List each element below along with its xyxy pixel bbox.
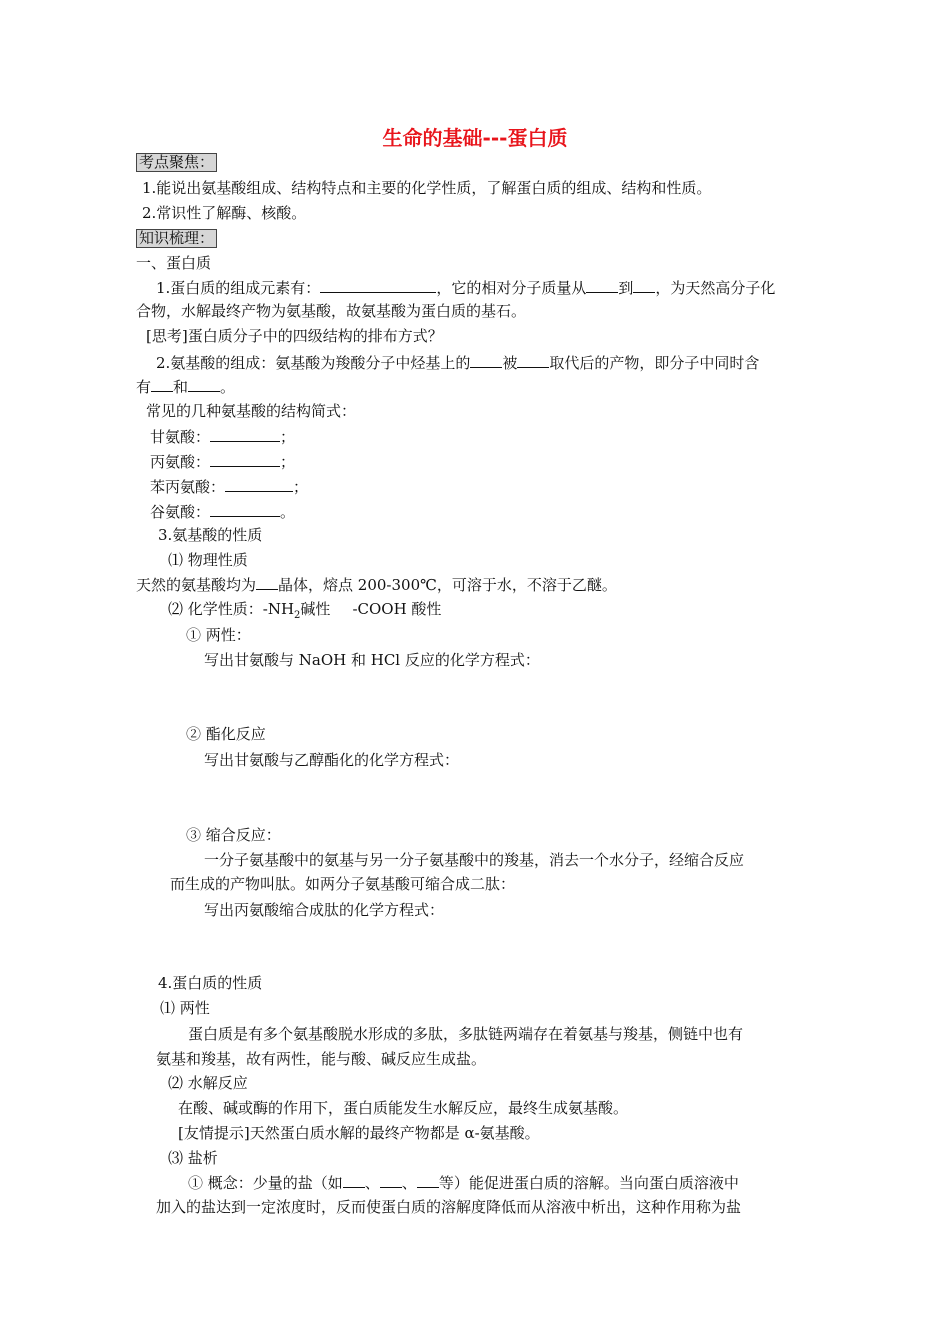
common-amino-acids: 常见的几种氨基酸的结构简式： — [146, 402, 357, 420]
condensation-heading: ③ 缩合反应： — [186, 826, 281, 844]
heading-protein: 一、蛋白质 — [136, 254, 212, 272]
salting-out-line2: 加入的盐达到一定浓度时，反而使蛋白质的溶解度降低而从溶液中析出，这种作用称为盐 — [156, 1198, 742, 1216]
heading-protein-properties: 4.蛋白质的性质 — [158, 974, 263, 992]
fill-blank[interactable] — [188, 376, 220, 392]
fill-blank[interactable] — [151, 376, 173, 392]
fill-blank[interactable] — [210, 451, 280, 467]
knowledge-label: 知识梳理： — [136, 229, 217, 248]
fill-blank[interactable] — [343, 1172, 365, 1188]
heading-amino-properties: 3.氨基酸的性质 — [158, 526, 263, 544]
focus-item-2: 2.常识性了解酶、核酸。 — [142, 204, 307, 222]
amphoteric-task: 写出甘氨酸与 NaOH 和 HCl 反应的化学方程式： — [204, 651, 540, 669]
amphoteric-heading: ① 两性： — [186, 626, 251, 644]
glycine-line: 甘氨酸： ； — [150, 428, 296, 446]
fill-blank[interactable] — [210, 426, 280, 442]
glutamic-acid-line: 谷氨酸： 。 — [150, 503, 296, 521]
fill-blank[interactable] — [517, 352, 549, 368]
salting-out-heading: ⑶ 盐析 — [168, 1149, 218, 1167]
salting-out-line1: ① 概念：少量的盐（如 、 、 等）能促进蛋白质的溶解。当向蛋白质溶液中 — [188, 1174, 739, 1192]
fill-blank[interactable] — [633, 277, 655, 293]
friendly-hint: [友情提示]天然蛋白质水解的最终产物都是 α-氨基酸。 — [178, 1124, 540, 1142]
esterification-heading: ② 酯化反应 — [186, 725, 266, 743]
condensation-text-line2: 而生成的产物叫肽。如两分子氨基酸可缩合成二肽： — [170, 875, 516, 893]
protein-amphoteric-heading: ⑴ 两性 — [160, 999, 210, 1017]
fill-blank[interactable] — [470, 352, 502, 368]
protein-amphoteric-line1: 蛋白质是有多个氨基酸脱水形成的多肽，多肽链两端存在着氨基与羧基，侧链中也有 — [188, 1025, 744, 1043]
physical-properties-heading: ⑴ 物理性质 — [168, 551, 248, 569]
hydrolysis-heading: ⑵ 水解反应 — [168, 1074, 248, 1092]
section-label-focus — [136, 152, 217, 172]
page-title: 生命的基础---蛋白质 — [382, 126, 568, 150]
alanine-line: 丙氨酸： ； — [150, 453, 296, 471]
paragraph-amino-line2: 有 和 。 — [136, 378, 236, 396]
paragraph-amino-line1: 2.氨基酸的组成：氨基酸为羧酸分子中烃基上的 被 取代后的产物，即分子中同时含 — [156, 354, 760, 372]
protein-amphoteric-line2: 氨基和羧基，故有两性，能与酸、碱反应生成盐。 — [156, 1050, 487, 1068]
esterification-task: 写出甘氨酸与乙醇酯化的化学方程式： — [204, 751, 460, 769]
physical-properties-text: 天然的氨基酸均为 晶体，熔点 200-300℃，可溶于水，不溶于乙醚。 — [136, 576, 617, 594]
paragraph-composition-line1: 1.蛋白质的组成元素有： ，它的相对分子质量从 到 ，为天然高分子化 — [156, 279, 776, 297]
fill-blank[interactable] — [320, 277, 436, 293]
condensation-task: 写出丙氨酸缩合成肽的化学方程式： — [204, 901, 445, 919]
focus-item-1: 1.能说出氨基酸组成、结构特点和主要的化学性质，了解蛋白质的组成、结构和性质。 — [142, 179, 712, 197]
chemical-properties-heading: ⑵ 化学性质：$-NH_2$碱性 -COOH 酸性 — [168, 600, 442, 621]
fill-blank[interactable] — [210, 501, 280, 517]
hydrolysis-text: 在酸、碱或酶的作用下，蛋白质能发生水解反应，最终生成氨基酸。 — [178, 1099, 629, 1117]
think-question: [思考]蛋白质分子中的四级结构的排布方式？ — [146, 327, 443, 345]
phenylalanine-line: 苯丙氨酸： ； — [150, 478, 309, 496]
condensation-text-line1: 一分子氨基酸中的氨基与另一分子氨基酸中的羧基，消去一个水分子，经缩合反应 — [204, 851, 745, 869]
fill-blank[interactable] — [225, 476, 293, 492]
paragraph-composition-line2: 合物，水解最终产物为氨基酸，故氨基酸为蛋白质的基石。 — [136, 302, 527, 320]
fill-blank[interactable] — [586, 277, 618, 293]
section-label-knowledge — [136, 228, 217, 248]
fill-blank[interactable] — [417, 1172, 439, 1188]
focus-label: 考点聚焦： — [136, 153, 217, 172]
fill-blank[interactable] — [256, 574, 278, 590]
fill-blank[interactable] — [380, 1172, 402, 1188]
